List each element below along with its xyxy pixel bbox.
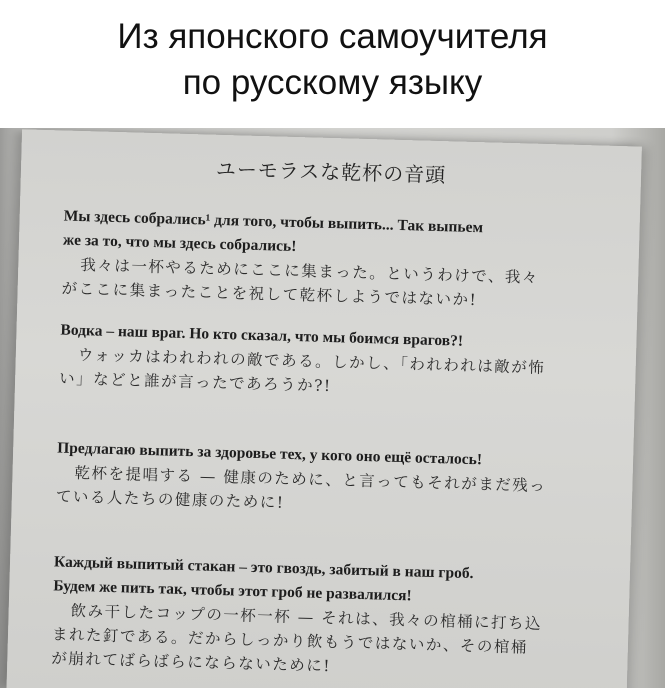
caption-line-2: по русскому языку <box>182 63 483 102</box>
russian-line: Мы здесь собрались¹ для того, чтобы выпить... Так выпьем <box>63 207 484 237</box>
toast-block-2 <box>59 318 621 406</box>
toast-block-3 <box>56 436 618 524</box>
toast-block-1 <box>61 205 623 317</box>
japanese-line: がここに集まったことを祝して乾杯しようではないか! <box>61 279 478 310</box>
japanese-line: まれた釘である。だからしっかり飲もうではないか、その棺桶 <box>51 625 529 657</box>
russian-line: Будем же пить так, чтобы этот гроб не развалился! <box>53 577 412 605</box>
japanese-line: ている人たちの健康のために! <box>55 487 285 512</box>
russian-line: Предлагаю выпить за здоровье тех, у кого оно ещё осталось! <box>57 439 483 469</box>
book-page <box>6 129 641 688</box>
caption-line-1: Из японского самоучителя <box>117 17 548 56</box>
japanese-line: 飲み干したコップの一杯一杯 — それは、我々の棺桶に打ち込 <box>70 601 543 634</box>
japanese-line: が崩れてばらばらにならないために! <box>51 649 332 676</box>
book-page-photo <box>0 128 665 688</box>
russian-line: же за то, что мы здесь собрались! <box>62 231 297 256</box>
japanese-line: ウォッカはわれわれの敵である。しかし、「われわれは敵が怖 <box>77 345 546 378</box>
meme-caption <box>0 14 665 106</box>
page-title: ユーモラスな乾杯の音頭 <box>215 156 447 188</box>
japanese-line: 乾杯を提唱する — 健康のために、と言ってもそれがまだ残っ <box>74 463 547 496</box>
russian-line: Каждый выпитый стакан – это гвоздь, забитый в наш гроб. <box>53 553 474 583</box>
toast-block-4 <box>51 550 614 686</box>
japanese-line: 我々は一杯やるためにここに集まった。というわけで、我々 <box>80 256 540 287</box>
japanese-line: い」などと誰が言ったであろうか?! <box>58 369 332 396</box>
russian-line: Водка – наш враг. Но кто сказал, что мы боимся врагов?! <box>60 321 464 350</box>
